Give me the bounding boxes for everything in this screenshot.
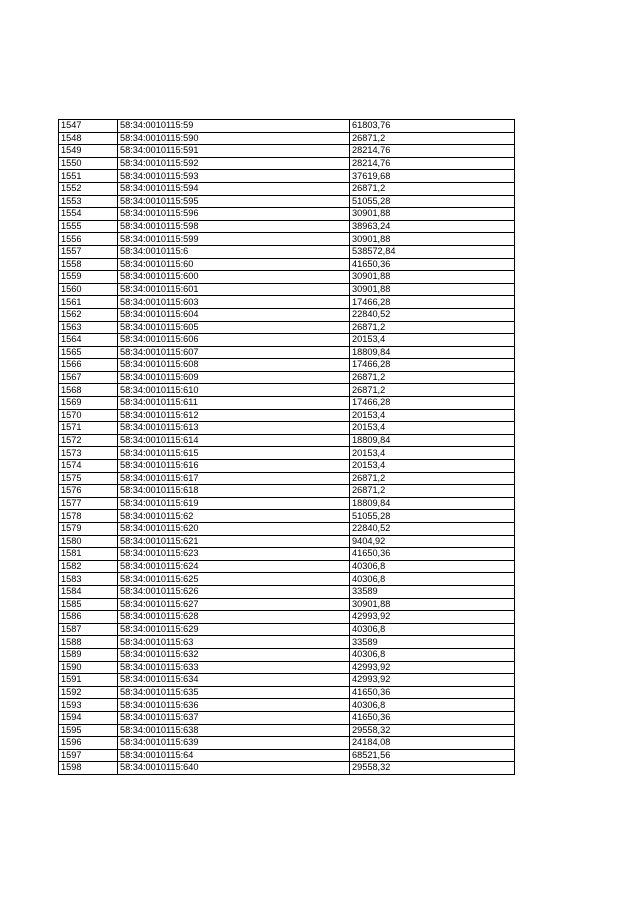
row-number-cell: 1588 — [59, 636, 118, 649]
table-row — [59, 711, 515, 724]
table-row — [59, 208, 515, 221]
table-row — [59, 170, 515, 183]
value-cell: 33589 — [350, 636, 515, 649]
table-row — [59, 308, 515, 321]
value-cell: 20153,4 — [350, 409, 515, 422]
cadastral-number-cell: 58:34:0010115:640 — [118, 762, 350, 775]
value-cell: 20153,4 — [350, 447, 515, 460]
table-row — [59, 359, 515, 372]
cadastral-number-cell: 58:34:0010115:604 — [118, 308, 350, 321]
table-row — [59, 447, 515, 460]
row-number-cell: 1548 — [59, 132, 118, 145]
value-cell: 41650,36 — [350, 548, 515, 561]
cadastral-number-cell: 58:34:0010115:612 — [118, 409, 350, 422]
row-number-cell: 1550 — [59, 157, 118, 170]
table-row — [59, 233, 515, 246]
table-row — [59, 472, 515, 485]
table-row — [59, 674, 515, 687]
row-number-cell: 1565 — [59, 346, 118, 359]
value-cell: 42993,92 — [350, 661, 515, 674]
cadastral-number-cell: 58:34:0010115:613 — [118, 422, 350, 435]
cadastral-number-cell: 58:34:0010115:626 — [118, 585, 350, 598]
row-number-cell: 1598 — [59, 762, 118, 775]
cadastral-number-cell: 58:34:0010115:59 — [118, 120, 350, 133]
cadastral-number-cell: 58:34:0010115:595 — [118, 195, 350, 208]
row-number-cell: 1559 — [59, 271, 118, 284]
cadastral-number-cell: 58:34:0010115:606 — [118, 334, 350, 347]
cadastral-number-cell: 58:34:0010115:614 — [118, 434, 350, 447]
table-row — [59, 585, 515, 598]
cadastral-number-cell: 58:34:0010115:635 — [118, 686, 350, 699]
value-cell: 18809,84 — [350, 497, 515, 510]
cadastral-number-cell: 58:34:0010115:605 — [118, 321, 350, 334]
value-cell: 51055,28 — [350, 195, 515, 208]
row-number-cell: 1597 — [59, 749, 118, 762]
row-number-cell: 1549 — [59, 145, 118, 158]
value-cell: 30901,88 — [350, 208, 515, 221]
row-number-cell: 1587 — [59, 623, 118, 636]
value-cell: 41650,36 — [350, 686, 515, 699]
cadastral-number-cell: 58:34:0010115:623 — [118, 548, 350, 561]
cadastral-number-cell: 58:34:0010115:62 — [118, 510, 350, 523]
cadastral-number-cell: 58:34:0010115:639 — [118, 737, 350, 750]
table-row — [59, 334, 515, 347]
row-number-cell: 1581 — [59, 548, 118, 561]
table-row — [59, 120, 515, 133]
table-row — [59, 598, 515, 611]
table-row — [59, 397, 515, 410]
cadastral-number-cell: 58:34:0010115:593 — [118, 170, 350, 183]
row-number-cell: 1585 — [59, 598, 118, 611]
cadastral-number-cell: 58:34:0010115:620 — [118, 523, 350, 536]
table-row — [59, 283, 515, 296]
value-cell: 40306,8 — [350, 573, 515, 586]
value-cell: 26871,2 — [350, 371, 515, 384]
row-number-cell: 1571 — [59, 422, 118, 435]
cadastral-number-cell: 58:34:0010115:60 — [118, 258, 350, 271]
table-row — [59, 409, 515, 422]
cadastral-number-cell: 58:34:0010115:624 — [118, 560, 350, 573]
row-number-cell: 1570 — [59, 409, 118, 422]
row-number-cell: 1569 — [59, 397, 118, 410]
row-number-cell: 1593 — [59, 699, 118, 712]
table-row — [59, 636, 515, 649]
cadastral-number-cell: 58:34:0010115:615 — [118, 447, 350, 460]
table-row — [59, 258, 515, 271]
table-row — [59, 271, 515, 284]
table-row — [59, 573, 515, 586]
table-row — [59, 384, 515, 397]
table-row — [59, 434, 515, 447]
row-number-cell: 1590 — [59, 661, 118, 674]
value-cell: 30901,88 — [350, 283, 515, 296]
value-cell: 68521,56 — [350, 749, 515, 762]
cadastral-number-cell: 58:34:0010115:625 — [118, 573, 350, 586]
value-cell: 9404,92 — [350, 535, 515, 548]
table-row — [59, 510, 515, 523]
table-row — [59, 623, 515, 636]
value-cell: 17466,28 — [350, 397, 515, 410]
value-cell: 40306,8 — [350, 560, 515, 573]
value-cell: 29558,32 — [350, 724, 515, 737]
value-cell: 30901,88 — [350, 271, 515, 284]
cadastral-number-cell: 58:34:0010115:638 — [118, 724, 350, 737]
cadastral-number-cell: 58:34:0010115:621 — [118, 535, 350, 548]
cadastral-number-cell: 58:34:0010115:596 — [118, 208, 350, 221]
row-number-cell: 1577 — [59, 497, 118, 510]
value-cell: 538572,84 — [350, 245, 515, 258]
value-cell: 20153,4 — [350, 422, 515, 435]
value-cell: 42993,92 — [350, 674, 515, 687]
value-cell: 26871,2 — [350, 132, 515, 145]
table-row — [59, 182, 515, 195]
row-number-cell: 1579 — [59, 523, 118, 536]
cadastral-number-cell: 58:34:0010115:636 — [118, 699, 350, 712]
value-cell: 20153,4 — [350, 460, 515, 473]
row-number-cell: 1561 — [59, 296, 118, 309]
cadastral-number-cell: 58:34:0010115:619 — [118, 497, 350, 510]
value-cell: 20153,4 — [350, 334, 515, 347]
value-cell: 29558,32 — [350, 762, 515, 775]
row-number-cell: 1578 — [59, 510, 118, 523]
cadastral-number-cell: 58:34:0010115:63 — [118, 636, 350, 649]
value-cell: 24184,08 — [350, 737, 515, 750]
row-number-cell: 1553 — [59, 195, 118, 208]
table-row — [59, 523, 515, 536]
value-cell: 41650,36 — [350, 258, 515, 271]
cadastral-value-table — [58, 119, 515, 775]
table-row — [59, 422, 515, 435]
value-cell: 33589 — [350, 585, 515, 598]
table-row — [59, 648, 515, 661]
row-number-cell: 1562 — [59, 308, 118, 321]
table-row — [59, 132, 515, 145]
table-row — [59, 245, 515, 258]
row-number-cell: 1575 — [59, 472, 118, 485]
row-number-cell: 1572 — [59, 434, 118, 447]
cadastral-number-cell: 58:34:0010115:603 — [118, 296, 350, 309]
row-number-cell: 1564 — [59, 334, 118, 347]
value-cell: 26871,2 — [350, 321, 515, 334]
table-row — [59, 661, 515, 674]
row-number-cell: 1596 — [59, 737, 118, 750]
row-number-cell: 1573 — [59, 447, 118, 460]
value-cell: 17466,28 — [350, 296, 515, 309]
cadastral-number-cell: 58:34:0010115:629 — [118, 623, 350, 636]
cadastral-number-cell: 58:34:0010115:607 — [118, 346, 350, 359]
table-row — [59, 346, 515, 359]
cadastral-number-cell: 58:34:0010115:599 — [118, 233, 350, 246]
value-cell: 40306,8 — [350, 699, 515, 712]
cadastral-number-cell: 58:34:0010115:6 — [118, 245, 350, 258]
cadastral-number-cell: 58:34:0010115:632 — [118, 648, 350, 661]
table-row — [59, 220, 515, 233]
value-cell: 30901,88 — [350, 233, 515, 246]
table-row — [59, 724, 515, 737]
row-number-cell: 1595 — [59, 724, 118, 737]
row-number-cell: 1594 — [59, 711, 118, 724]
cadastral-number-cell: 58:34:0010115:591 — [118, 145, 350, 158]
row-number-cell: 1586 — [59, 611, 118, 624]
cadastral-number-cell: 58:34:0010115:590 — [118, 132, 350, 145]
table-row — [59, 548, 515, 561]
value-cell: 41650,36 — [350, 711, 515, 724]
row-number-cell: 1591 — [59, 674, 118, 687]
row-number-cell: 1584 — [59, 585, 118, 598]
row-number-cell: 1551 — [59, 170, 118, 183]
table-row — [59, 371, 515, 384]
value-cell: 28214,76 — [350, 157, 515, 170]
table-row — [59, 737, 515, 750]
row-number-cell: 1568 — [59, 384, 118, 397]
table-row — [59, 762, 515, 775]
cadastral-number-cell: 58:34:0010115:600 — [118, 271, 350, 284]
table-row — [59, 145, 515, 158]
cadastral-number-cell: 58:34:0010115:616 — [118, 460, 350, 473]
value-cell: 18809,84 — [350, 434, 515, 447]
cadastral-number-cell: 58:34:0010115:611 — [118, 397, 350, 410]
row-number-cell: 1552 — [59, 182, 118, 195]
row-number-cell: 1583 — [59, 573, 118, 586]
table-body — [59, 120, 515, 775]
value-cell: 22840,52 — [350, 523, 515, 536]
value-cell: 40306,8 — [350, 623, 515, 636]
cadastral-number-cell: 58:34:0010115:64 — [118, 749, 350, 762]
table-row — [59, 611, 515, 624]
table-row — [59, 686, 515, 699]
row-number-cell: 1556 — [59, 233, 118, 246]
cadastral-number-cell: 58:34:0010115:592 — [118, 157, 350, 170]
value-cell: 40306,8 — [350, 648, 515, 661]
cadastral-number-cell: 58:34:0010115:637 — [118, 711, 350, 724]
value-cell: 42993,92 — [350, 611, 515, 624]
row-number-cell: 1589 — [59, 648, 118, 661]
value-cell: 26871,2 — [350, 485, 515, 498]
row-number-cell: 1558 — [59, 258, 118, 271]
row-number-cell: 1555 — [59, 220, 118, 233]
value-cell: 26871,2 — [350, 472, 515, 485]
cadastral-number-cell: 58:34:0010115:598 — [118, 220, 350, 233]
cadastral-number-cell: 58:34:0010115:617 — [118, 472, 350, 485]
table-row — [59, 195, 515, 208]
value-cell: 28214,76 — [350, 145, 515, 158]
row-number-cell: 1580 — [59, 535, 118, 548]
cadastral-number-cell: 58:34:0010115:634 — [118, 674, 350, 687]
table-row — [59, 497, 515, 510]
row-number-cell: 1566 — [59, 359, 118, 372]
value-cell: 22840,52 — [350, 308, 515, 321]
table-row — [59, 157, 515, 170]
value-cell: 17466,28 — [350, 359, 515, 372]
cadastral-number-cell: 58:34:0010115:628 — [118, 611, 350, 624]
row-number-cell: 1576 — [59, 485, 118, 498]
value-cell: 30901,88 — [350, 598, 515, 611]
row-number-cell: 1554 — [59, 208, 118, 221]
cadastral-number-cell: 58:34:0010115:627 — [118, 598, 350, 611]
table-row — [59, 296, 515, 309]
cadastral-number-cell: 58:34:0010115:609 — [118, 371, 350, 384]
row-number-cell: 1592 — [59, 686, 118, 699]
table-row — [59, 460, 515, 473]
value-cell: 61803,76 — [350, 120, 515, 133]
value-cell: 37619,68 — [350, 170, 515, 183]
table-row — [59, 749, 515, 762]
cadastral-number-cell: 58:34:0010115:633 — [118, 661, 350, 674]
cadastral-number-cell: 58:34:0010115:618 — [118, 485, 350, 498]
cadastral-number-cell: 58:34:0010115:610 — [118, 384, 350, 397]
table-row — [59, 699, 515, 712]
value-cell: 26871,2 — [350, 182, 515, 195]
value-cell: 38963,24 — [350, 220, 515, 233]
cadastral-number-cell: 58:34:0010115:594 — [118, 182, 350, 195]
row-number-cell: 1582 — [59, 560, 118, 573]
cadastral-number-cell: 58:34:0010115:601 — [118, 283, 350, 296]
row-number-cell: 1563 — [59, 321, 118, 334]
value-cell: 18809,84 — [350, 346, 515, 359]
value-cell: 26871,2 — [350, 384, 515, 397]
value-cell: 51055,28 — [350, 510, 515, 523]
row-number-cell: 1560 — [59, 283, 118, 296]
table-row — [59, 560, 515, 573]
table-row — [59, 485, 515, 498]
table-row — [59, 535, 515, 548]
row-number-cell: 1547 — [59, 120, 118, 133]
row-number-cell: 1574 — [59, 460, 118, 473]
cadastral-number-cell: 58:34:0010115:608 — [118, 359, 350, 372]
table-row — [59, 321, 515, 334]
row-number-cell: 1567 — [59, 371, 118, 384]
row-number-cell: 1557 — [59, 245, 118, 258]
